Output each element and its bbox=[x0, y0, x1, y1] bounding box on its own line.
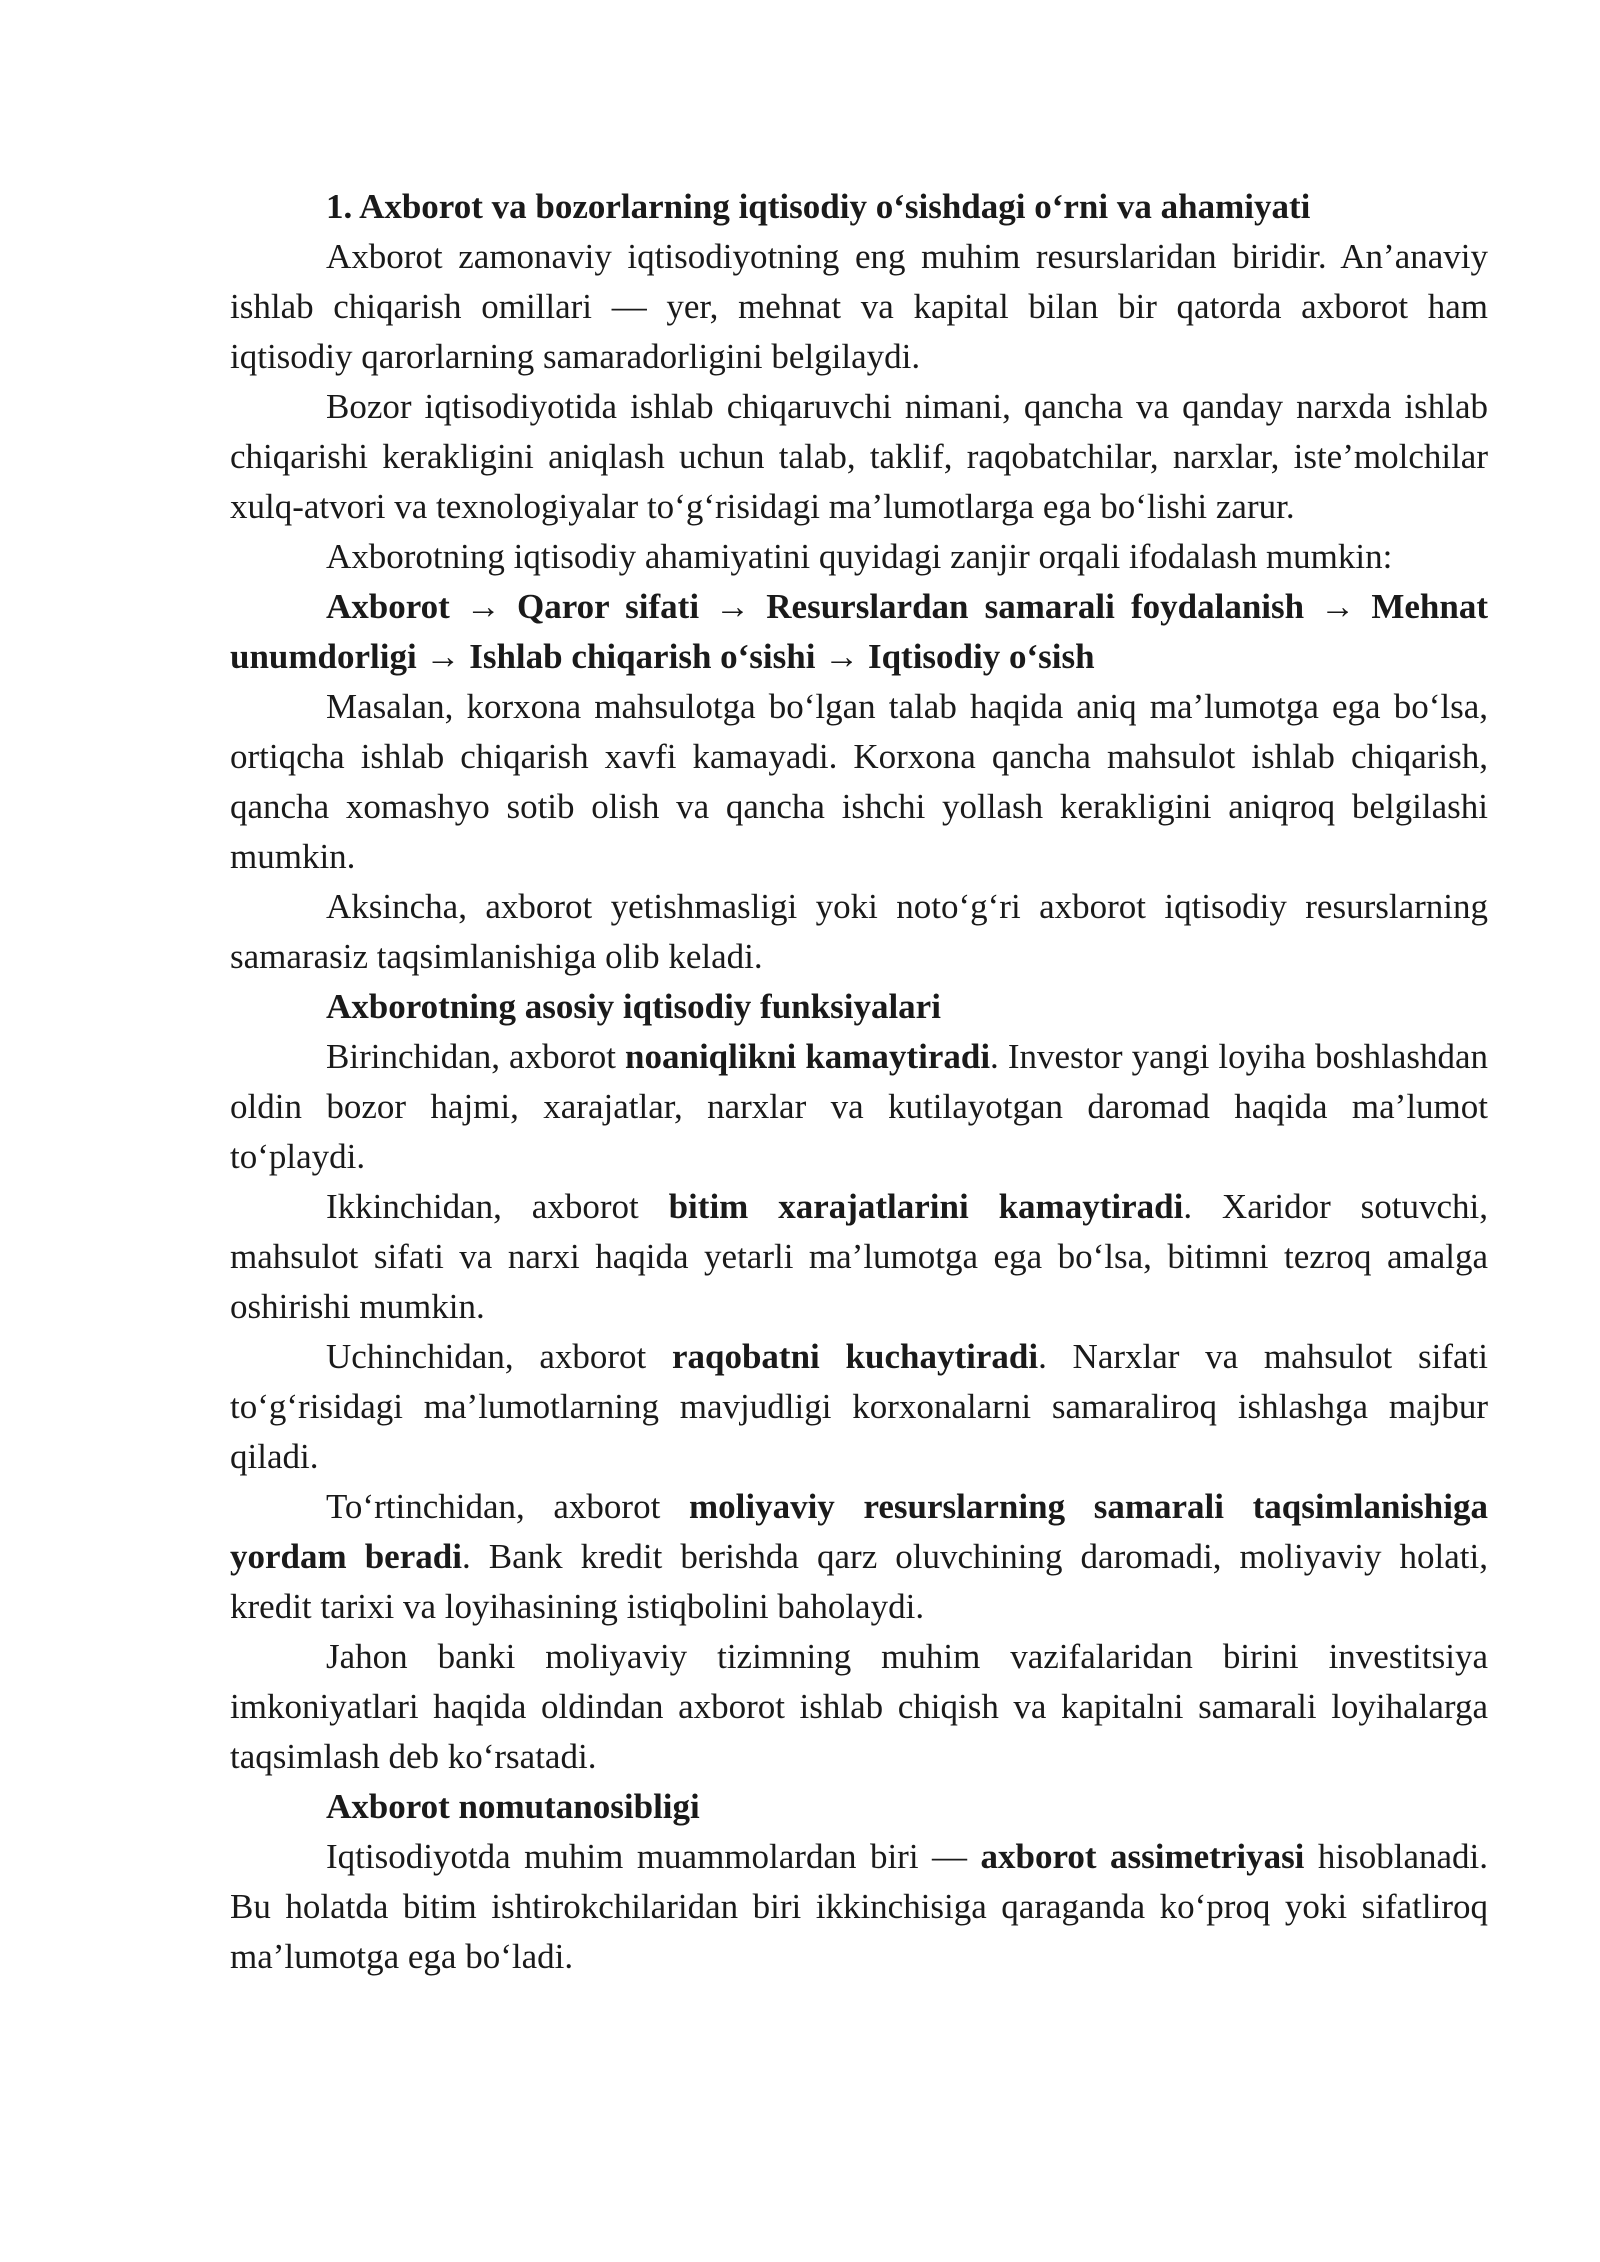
function-4-bold: moliyaviy resurslarning samarali taqsimlanishiga yordam beradi bbox=[230, 1487, 1488, 1576]
asymmetry-bold: axborot assimetriyasi bbox=[980, 1837, 1305, 1876]
function-2-post: . Xaridor sotuvchi, mahsulot sifati va narxi haqida yetarli ma’lumotga ega bo‘lsa, bitimni tezroq amalga oshirishi mumkin. bbox=[230, 1187, 1489, 1326]
function-3-pre: Uchinchidan, axborot bbox=[326, 1337, 672, 1376]
function-2-bold: bitim xarajatlarini kamaytiradi bbox=[668, 1187, 1184, 1226]
function-2-pre: Ikkinchidan, axborot bbox=[326, 1187, 669, 1226]
paragraph-function-3 bbox=[230, 1332, 1488, 1482]
subheading-functions: Axborotning asosiy iqtisodiy funksiyalari bbox=[326, 987, 941, 1026]
paragraph-function-4 bbox=[230, 1482, 1488, 1632]
asymmetry-post: hisoblanadi. Bu holatda bitim ishtirokchilaridan biri ikkinchisiga qaraganda ko‘proq yoki sifatliroq ma’lumotga ega bo‘ladi. bbox=[230, 1837, 1489, 1976]
paragraph-intro: Axborot zamonaviy iqtisodiyotning eng muhim resurslaridan biridir. An’anaviy ishlab chiqarish omillari — yer, mehnat va kapital bilan bir qatorda axborot ham iqtisodiy qarorlarning samaradorligini belgilaydi. bbox=[230, 237, 1488, 376]
function-3-post: . Narxlar va mahsulot sifati to‘g‘risidagi ma’lumotlarning mavjudligi korxonalarni samaraliroq ishlashga majbur qiladi. bbox=[230, 1337, 1488, 1476]
paragraph-contrary: Aksincha, axborot yetishmasligi yoki noto‘g‘ri axborot iqtisodiy resurslarning samarasiz taqsimlanishiga olib keladi. bbox=[230, 887, 1488, 976]
paragraph-function-2 bbox=[230, 1182, 1488, 1332]
paragraph-world-bank: Jahon banki moliyaviy tizimning muhim vazifalaridan birini investitsiya imkoniyatlari haqida oldindan axborot ishlab chiqish va kapitalni samarali loyihalarga taqsimlash deb ko‘rsatadi. bbox=[230, 1637, 1488, 1776]
chain-formula: Axborot → Qaror sifati → Resurslardan samarali foydalanish → Mehnat unumdorligi → Ishlab chiqarish o‘sishi → Iqtisodiy o‘sish bbox=[230, 587, 1488, 676]
function-4-pre: To‘rtinchidan, axborot bbox=[326, 1487, 689, 1526]
document-page bbox=[230, 182, 1488, 1982]
paragraph-chain-intro: Axborotning iqtisodiy ahamiyatini quyidagi zanjir orqali ifodalash mumkin: bbox=[326, 537, 1393, 576]
paragraph-function-1 bbox=[230, 1032, 1488, 1182]
asymmetry-pre: Iqtisodiyotda muhim muammolardan biri — bbox=[326, 1837, 981, 1876]
paragraph-asymmetry bbox=[230, 1832, 1488, 1982]
function-1-post: . Investor yangi loyiha boshlashdan oldin bozor hajmi, xarajatlar, narxlar va kutilayotgan daromad haqida ma’lumot to‘playdi. bbox=[230, 1037, 1489, 1176]
subheading-asymmetry: Axborot nomutanosibligi bbox=[326, 1787, 700, 1826]
paragraph-market: Bozor iqtisodiyotida ishlab chiqaruvchi nimani, qancha va qanday narxda ishlab chiqarishi kerakligini aniqlash uchun talab, taklif, raqobatchilar, narxlar, iste’molchilar xulq-atvori va texnologiyalar to‘g‘risidagi ma’lumotlarga ega bo‘lishi zarur. bbox=[230, 387, 1488, 526]
function-4-post: . Bank kredit berishda qarz oluvchining daromadi, moliyaviy holati, kredit tarixi va loyihasining istiqbolini baholaydi. bbox=[230, 1537, 1488, 1626]
paragraph-example: Masalan, korxona mahsulotga bo‘lgan talab haqida aniq ma’lumotga ega bo‘lsa, ortiqcha ishlab chiqarish xavfi kamayadi. Korxona qancha mahsulot ishlab chiqarish, qancha xomashyo sotib olish va qancha ishchi yollash kerakligini aniqroq belgilashi mumkin. bbox=[230, 687, 1488, 876]
function-1-pre: Birinchidan, axborot bbox=[326, 1037, 626, 1076]
section-title: 1. Axborot va bozorlarning iqtisodiy o‘sishdagi o‘rni va ahamiyati bbox=[326, 187, 1311, 226]
function-3-bold: raqobatni kuchaytiradi bbox=[671, 1337, 1039, 1376]
function-1-bold: noaniqlikni kamaytiradi bbox=[625, 1037, 991, 1076]
